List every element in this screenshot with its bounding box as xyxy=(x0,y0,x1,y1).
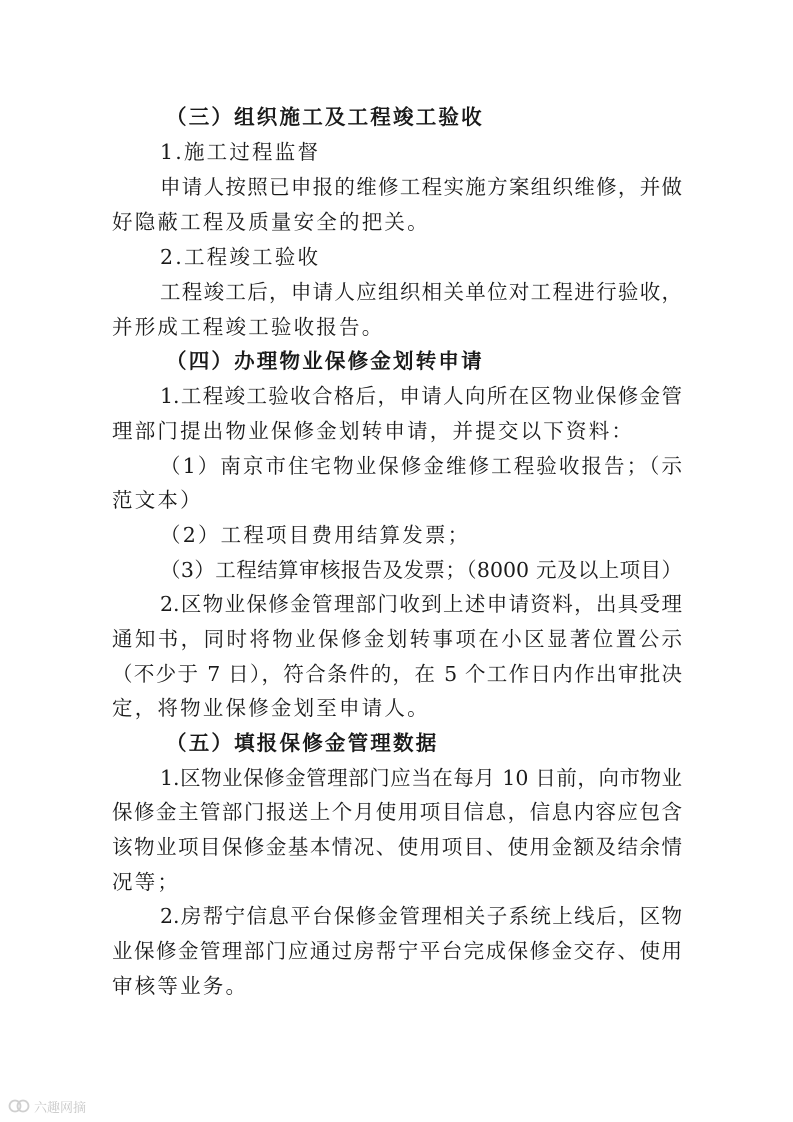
paragraph-line: 范文本） xyxy=(112,488,203,512)
paragraph-line: 况等； xyxy=(112,870,181,894)
watermark xyxy=(8,1095,86,1117)
subheading-construction-supervision: 1.施工过程监督 xyxy=(160,140,321,164)
paragraph-line: 申请人按照已申报的维修工程实施方案组织维修，并做 xyxy=(160,175,682,199)
paragraph-line: 保修金主管部门报送上个月使用项目信息，信息内容应包含 xyxy=(112,800,682,824)
paragraph-line: 该物业项目保修金基本情况、使用项目、使用金额及结余情 xyxy=(112,835,682,859)
subheading-completion-acceptance: 2.工程竣工验收 xyxy=(160,245,321,269)
paragraph-line: 好隐蔽工程及质量安全的把关。 xyxy=(112,210,430,234)
paragraph-line: 通知书，同时将物业保修金划转事项在小区显著位置公示 xyxy=(112,627,682,651)
paragraph-line: 定，将物业保修金划至申请人。 xyxy=(112,696,430,720)
paragraph-line: 业保修金管理部门应通过房帮宁平台完成保修金交存、使用 xyxy=(112,939,682,963)
paragraph-line: 理部门提出物业保修金划转申请，并提交以下资料： xyxy=(112,419,635,443)
paragraph-line: 2.区物业保修金管理部门收到上述申请资料，出具受理 xyxy=(160,592,682,616)
paragraph-line: 1.工程竣工验收合格后，申请人向所在区物业保修金管 xyxy=(160,384,682,408)
paragraph-line: 并形成工程竣工验收报告。 xyxy=(112,315,385,339)
section-heading-3: （三）组织施工及工程竣工验收 xyxy=(166,105,484,129)
paragraph-line: 2.房帮宁信息平台保修金管理相关子系统上线后，区物 xyxy=(160,904,682,928)
section-heading-5: （五）填报保修金管理数据 xyxy=(166,731,439,755)
paragraph-line: 工程竣工后，申请人应组织相关单位对工程进行验收， xyxy=(160,280,682,304)
logo-icon xyxy=(8,1098,30,1114)
section-heading-4: （四）办理物业保修金划转申请 xyxy=(166,349,484,373)
list-item-2: （2）工程项目费用结算发票； xyxy=(160,523,471,547)
paragraph-line: 1.区物业保修金管理部门应当在每月 10 日前，向市物业 xyxy=(160,766,682,790)
watermark-text: 六趣网摘 xyxy=(34,1100,87,1116)
paragraph-line: 审核等业务。 xyxy=(112,974,249,998)
paragraph-line: （不少于 7 日），符合条件的，在 5 个工作日内作出审批决 xyxy=(112,662,682,686)
list-item-1: （1）南京市住宅物业保修金维修工程验收报告；（示 xyxy=(160,454,682,478)
list-item-3: （3）工程结算审核报告及发票；（8000 元及以上项目） xyxy=(160,558,682,582)
